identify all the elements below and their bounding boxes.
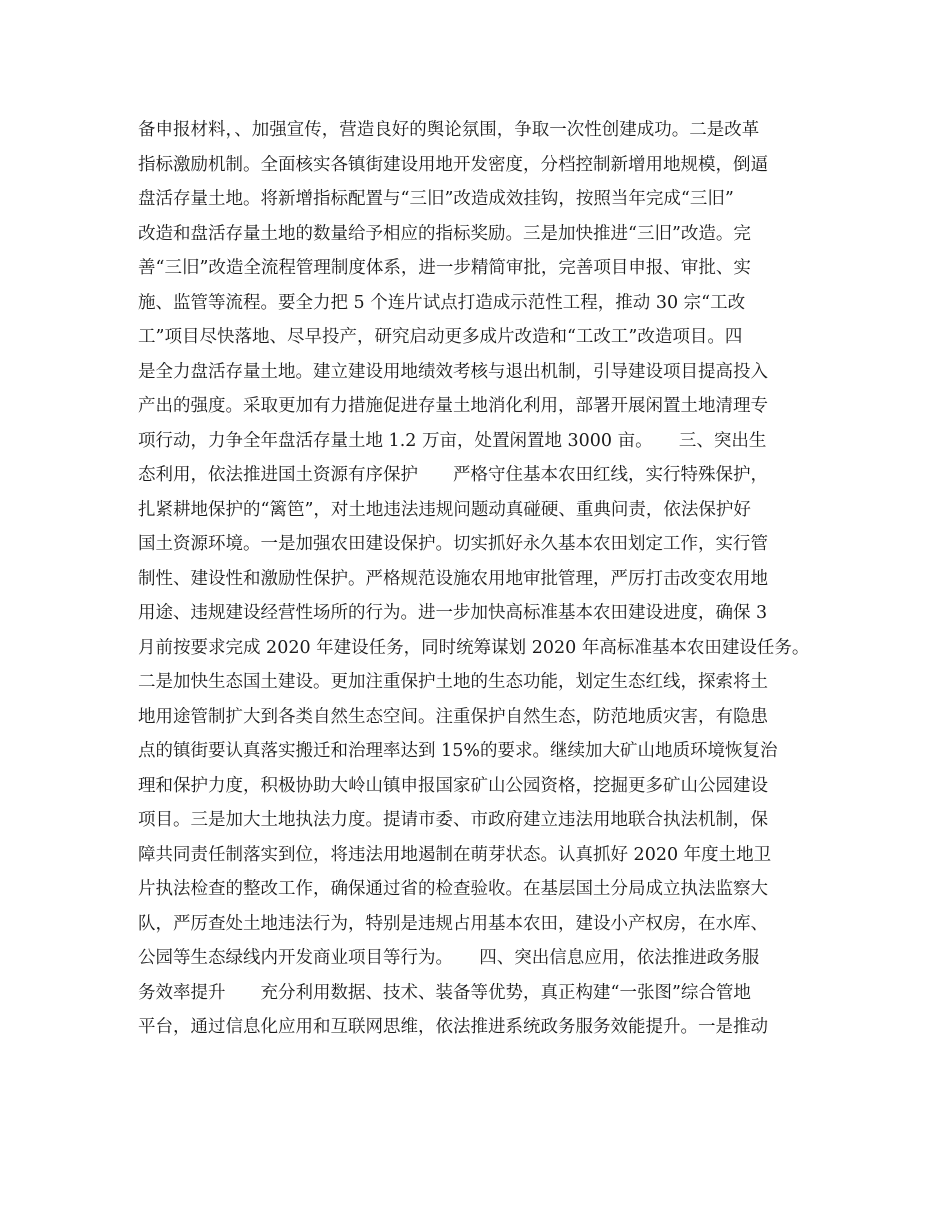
text-line: 务效率提升 充分利用数据、技术、装备等优势，真正构建“一张图”综合管地: [138, 982, 751, 1003]
text-line: 施、监管等流程。要全力把 5 个连片试点打造成示范性工程，推动 30 宗“工改: [138, 292, 746, 313]
text-line: 平台，通过信息化应用和互联网思维，依法推进系统政务服务效能提升。一是推动: [138, 1017, 768, 1037]
text-line: 队，严厉查处土地违法行为，特别是违规占用基本农田，建设小产权房，在水库、: [138, 913, 768, 934]
text-line: 障共同责任制落实到位，将违法用地遏制在萌芽状态。认真抓好 2020 年度土地卫: [138, 844, 772, 865]
text-line: 国土资源环境。一是加强农田建设保护。切实抓好永久基本农田划定工作，实行管: [138, 534, 768, 554]
text-line: 理和保护力度，积极协助大岭山镇申报国家矿山公园资格，挖掘更多矿山公园建设: [138, 775, 768, 796]
text-line: 项行动，力争全年盘活存量土地 1.2 万亩，处置闲置地 3000 亩。 三、突出生: [138, 430, 767, 451]
text-line: 指标激励机制。全面核实各镇街建设用地开发密度，分档控制新增用地规模，倒逼: [138, 154, 768, 175]
text-line: 月前按要求完成 2020 年建设任务，同时统筹谋划 2020 年高标准基本农田建设任务。: [138, 637, 810, 658]
text-line: 公园等生态绿线内开发商业项目等行为。 四、突出信息应用，依法推进政务服: [138, 948, 760, 968]
text-line: 扎紧耕地保护的“篱笆”，对土地违法违规问题动真碰硬、重典问责，依法保护好: [138, 499, 751, 520]
text-line: 备申报材料，、加强宣传，营造良好的舆论氛围，争取一次性创建成功。二是改革: [138, 120, 760, 140]
text-line: 点的镇街要认真落实搬迁和治理率达到 15%的要求。继续加大矿山地质环境恢复治: [138, 741, 778, 761]
text-line: 产出的强度。采取更加有力措施促进存量土地消化利用，部署开展闲置土地清理专: [138, 396, 768, 416]
text-line: 态利用，依法推进国土资源有序保护 严格守住基本农田红线，实行特殊保护，: [138, 465, 768, 485]
text-line: 片执法检查的整改工作，确保通过省的检查验收。在基层国土分局成立执法监察大: [138, 879, 768, 899]
text-line: 二是加快生态国土建设。更加注重保护土地的生态功能，划定生态红线，探索将土: [138, 672, 768, 692]
text-line: 改造和盘活存量土地的数量给予相应的指标奖励。三是加快推进“三旧”改造。完: [138, 223, 751, 244]
text-line: 工”项目尽快落地、尽早投产，研究启动更多成片改造和“工改工”改造项目。四: [138, 327, 743, 347]
body-text: [138, 113, 828, 1045]
text-line: 是全力盘活存量土地。建立建设用地绩效考核与退出机制，引导建设项目提高投入: [138, 361, 768, 382]
text-line: 项目。三是加大土地执法力度。提请市委、市政府建立违法用地联合执法机制，保: [138, 810, 768, 830]
text-line: 用途、违规建设经营性场所的行为。进一步加快高标准基本农田建设进度，确保 3: [138, 603, 768, 623]
text-line: 盘活存量土地。将新增指标配置与“三旧”改造成效挂钩，按照当年完成“三旧”: [138, 189, 734, 209]
text-line: 善“三旧”改造全流程管理制度体系，进一步精简审批，完善项目申报、审批、实: [138, 258, 751, 278]
text-line: 制性、建设性和激励性保护。严格规范设施农用地审批管理，严厉打击改变农用地: [138, 568, 768, 589]
text-line: 地用途管制扩大到各类自然生态空间。注重保护自然生态，防范地质灾害，有隐患: [138, 706, 768, 727]
